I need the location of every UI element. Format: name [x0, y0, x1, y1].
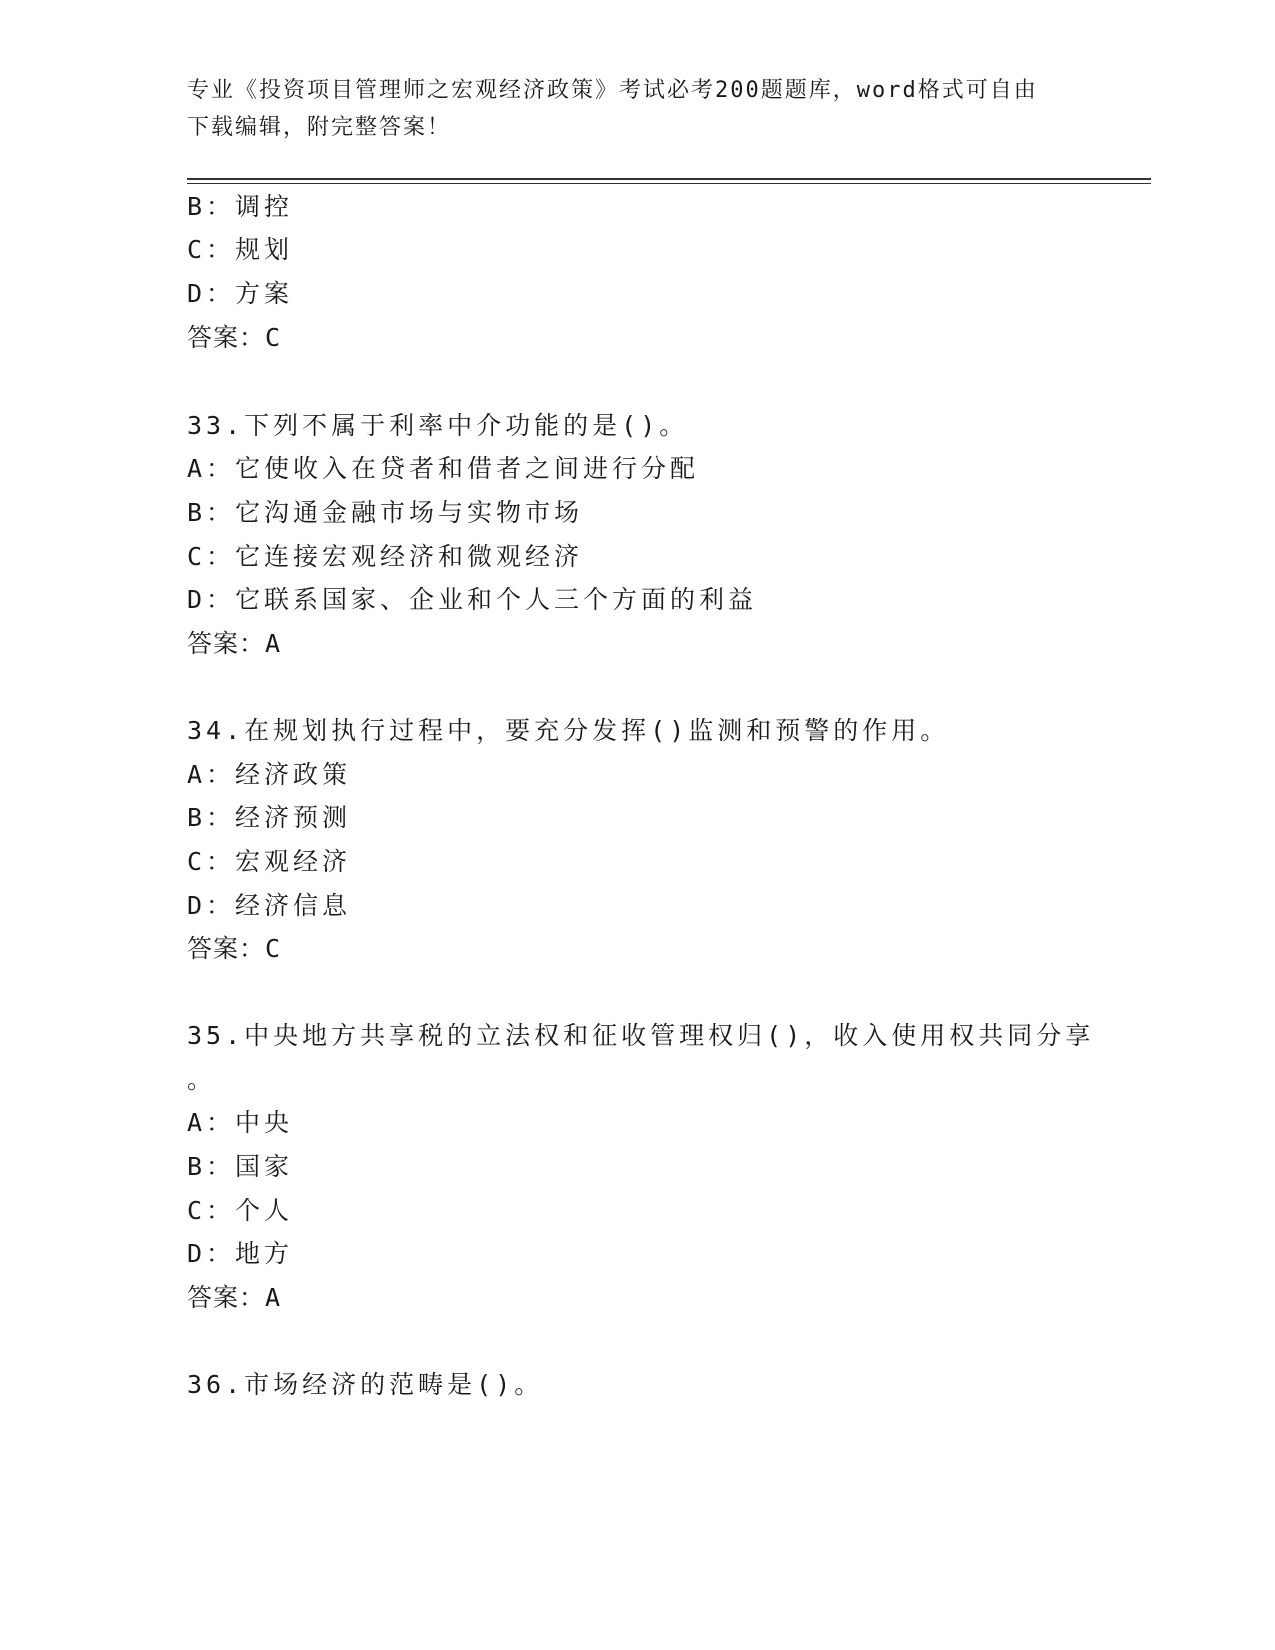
q35-question-line-1: 35.中央地方共享税的立法权和征收管理权归()，收入使用权共同分享 — [187, 1021, 1095, 1050]
q33-answer: 答案：A — [187, 629, 282, 658]
q35-option-c: C：个人 — [187, 1196, 294, 1225]
header-divider-thick — [187, 178, 1151, 180]
q32-option-c: C：规划 — [187, 235, 294, 264]
q34-question: 34.在规划执行过程中，要充分发挥()监测和预警的作用。 — [187, 716, 950, 745]
q35-option-b: B：国家 — [187, 1152, 294, 1181]
q33-option-a: A：它使收入在贷者和借者之间进行分配 — [187, 454, 700, 483]
q36-question: 36.市场经济的范畴是()。 — [187, 1370, 544, 1399]
q33-option-c: C：它连接宏观经济和微观经济 — [187, 542, 584, 571]
header-line-1: 专业《投资项目管理师之宏观经济政策》考试必考200题题库，word格式可自由 — [187, 78, 1038, 103]
q35-answer: 答案：A — [187, 1283, 282, 1312]
q35-option-d: D：地方 — [187, 1239, 294, 1268]
q33-question: 33.下列不属于利率中介功能的是()。 — [187, 411, 689, 440]
q34-option-d: D：经济信息 — [187, 891, 352, 920]
q34-option-b: B：经济预测 — [187, 803, 352, 832]
q32-answer: 答案：C — [187, 323, 282, 352]
q32-option-b: B：调控 — [187, 192, 294, 221]
q35-option-a: A：中央 — [187, 1108, 294, 1137]
document-header — [187, 72, 1067, 146]
header-line-2: 下载编辑，附完整答案！ — [187, 115, 452, 140]
q34-option-c: C：宏观经济 — [187, 847, 352, 876]
q33-option-d: D：它联系国家、企业和个人三个方面的利益 — [187, 585, 758, 614]
q35-question-line-2: 。 — [187, 1065, 217, 1094]
q32-option-d: D：方案 — [187, 279, 294, 308]
q33-option-b: B：它沟通金融市场与实物市场 — [187, 498, 584, 527]
q34-option-a: A：经济政策 — [187, 760, 352, 789]
q34-answer: 答案：C — [187, 934, 282, 963]
header-divider-thin — [187, 183, 1151, 184]
